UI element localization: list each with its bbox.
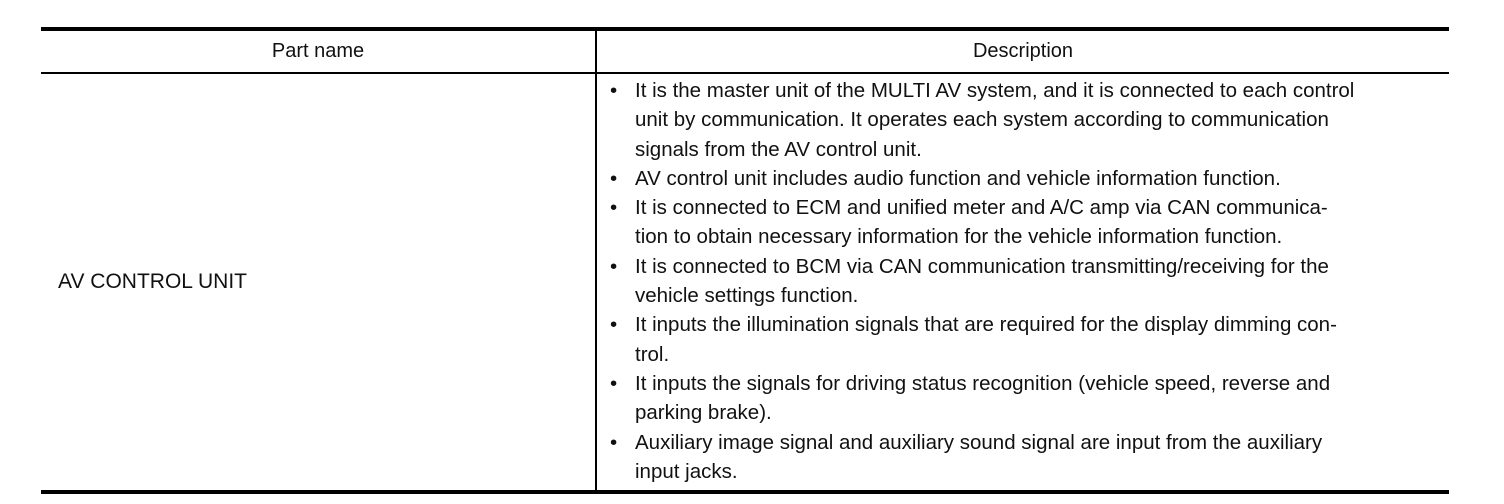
table-header-rule	[41, 72, 1449, 74]
description-line: tion to obtain necessary information for the vehicle information function.	[635, 225, 1283, 249]
description-line: signals from the AV control unit.	[635, 137, 922, 161]
description-list	[610, 76, 1440, 486]
bullet: •	[610, 196, 618, 220]
bullet: •	[610, 313, 618, 337]
description-item	[610, 310, 1440, 369]
description-line: It inputs the signals for driving status recognition (vehicle speed, reverse and	[635, 371, 1331, 395]
description-item	[610, 76, 1440, 164]
description-line: It is the master unit of the MULTI AV system, and it is connected to each control	[635, 79, 1355, 102]
description-line: vehicle settings function.	[635, 284, 859, 308]
description-item	[610, 428, 1440, 487]
description-line: unit by communication. It operates each system according to communication	[635, 108, 1329, 132]
bullet: •	[610, 430, 618, 454]
column-divider	[595, 31, 597, 490]
bullet: •	[610, 166, 618, 190]
bullet: •	[610, 371, 618, 395]
description-line: Auxiliary image signal and auxiliary sound signal are input from the auxiliary	[635, 430, 1323, 454]
description-item	[610, 252, 1440, 311]
description-item	[610, 369, 1440, 428]
description-line: It is connected to ECM and unified meter and A/C amp via CAN communica-	[635, 196, 1328, 220]
description-line: input jacks.	[635, 459, 738, 483]
header-part-name: Part name	[271, 40, 365, 62]
header-description: Description	[972, 40, 1074, 62]
description-item	[610, 193, 1440, 252]
description-line: trol.	[635, 342, 670, 366]
description-line: It is connected to BCM via CAN communication transmitting/receiving for the	[635, 254, 1329, 278]
description-item	[610, 164, 1440, 193]
description-line: AV control unit includes audio function and vehicle information function.	[635, 166, 1281, 190]
description-line: parking brake).	[635, 401, 772, 425]
bullet: •	[610, 79, 618, 102]
bullet: •	[610, 254, 618, 278]
part-name-cell: AV CONTROL UNIT	[58, 270, 248, 293]
table-bottom-rule	[41, 490, 1449, 494]
description-line: It inputs the illumination signals that are required for the display dimming con-	[635, 313, 1337, 337]
